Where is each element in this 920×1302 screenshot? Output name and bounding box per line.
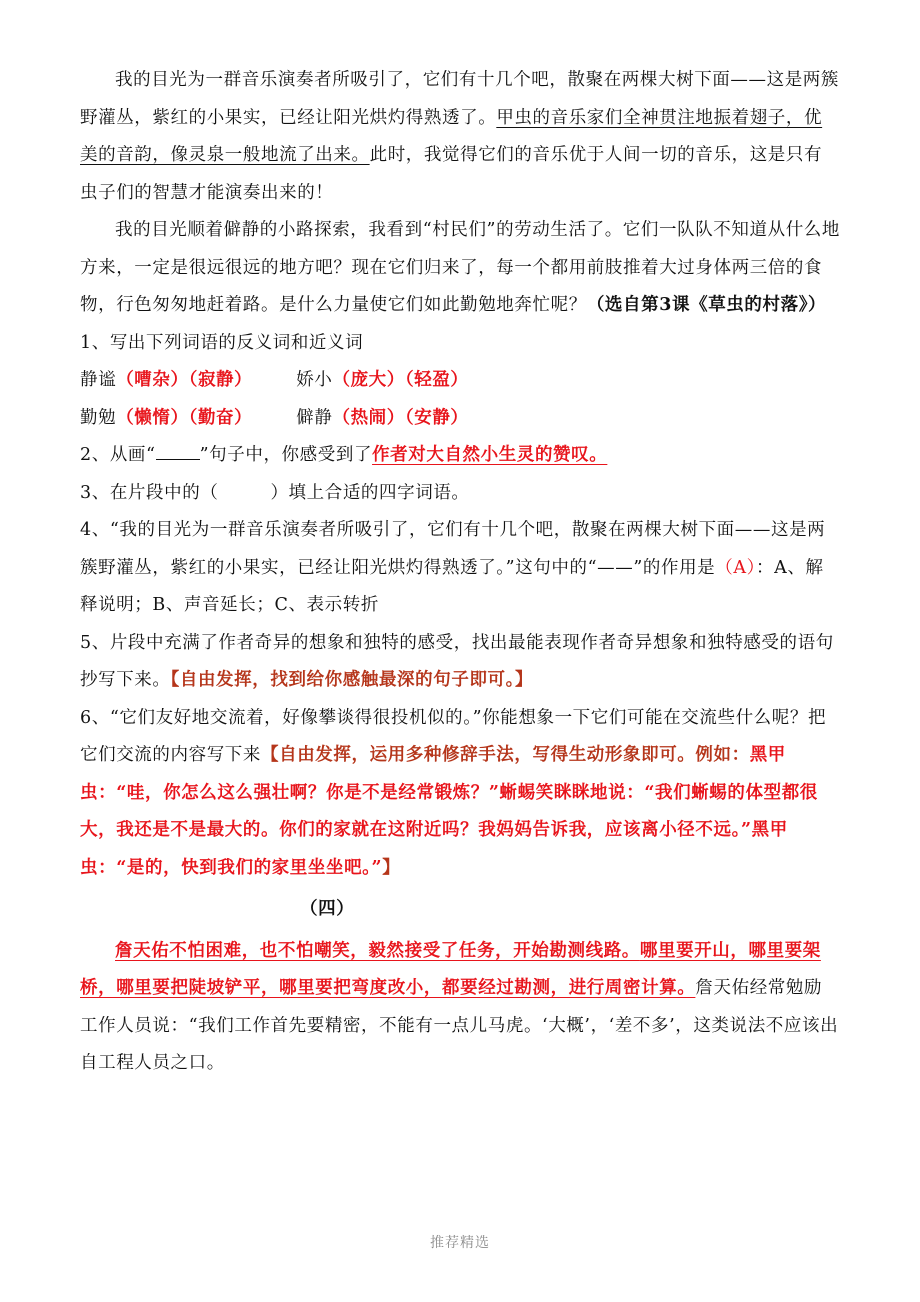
- question-5: 5、片段中充满了作者奇异的想象和独特的感受，找出最能表现作者奇异想象和独特感受的语句抄写下来。【自由发挥，找到给你感触最深的句子即可。】: [80, 632, 834, 690]
- question-1-row-2: 勤勉（懒惰）（勤奋） 僻静（热闹）（安静）: [80, 407, 469, 428]
- underlined-sentence: 詹天佑不怕困难，也不怕嘲笑，毅然接受了任务，开始勘测线路。: [115, 940, 640, 961]
- answer: （嘈杂）（寂静）: [116, 370, 253, 390]
- answer-blank: [156, 439, 200, 460]
- page-footer: 推荐精选: [430, 1235, 490, 1251]
- answer: （A）: [715, 557, 756, 578]
- source-note: （选自第3课《草虫的村落》）: [586, 295, 827, 315]
- answer: （庞大）（轻盈）: [332, 370, 469, 390]
- question-3: 3、在片段中的（ ）填上合适的四字词语。: [80, 482, 470, 503]
- answer-example: 黑甲虫：“哇，你怎么这么强壮啊？你是不是经常锻炼？”蜥蜴笑眯眯地说：“我们蜥蜴的体型都很大，我还是不是最大的。你们的家就在这附近吗？我妈妈告诉我，应该离小径不远。”黑甲虫：“是的，快到我们的家里坐坐吧。”: [80, 745, 818, 878]
- question-2: 2、从画“ ”句子中，你感受到了作者对大自然小生灵的赞叹。: [80, 437, 840, 475]
- question-1-row-1: 静谧（嘈杂）（寂静） 娇小（庞大）（轻盈）: [80, 370, 469, 390]
- answer: 作者对大自然小生灵的赞叹。: [372, 445, 608, 465]
- question-6: 6、“它们友好地交流着，好像攀谈得很投机似的。”你能想象一下它们可能在交流些什么呢？把它们交流的内容写下来【自由发挥，运用多种修辞手法，写得生动形象即可。例如：黑甲虫：“哇，你怎么这么强壮啊？你是不是经常锻炼？”蜥蜴笑眯眯地说：“我们蜥蜴的体型都很大，我还是不是最大的。你们的家就在这附近吗？我妈妈告诉我，应该离小径不远。”黑甲虫：“是的，快到我们的家里坐坐吧。”】: [80, 707, 827, 878]
- answer: （懒惰）（勤奋）: [116, 407, 253, 428]
- answer: 【自由发挥，运用多种修辞手法，写得生动形象即可。例如：: [261, 745, 750, 765]
- section-4-paragraph: 詹天佑不怕困难，也不怕嘲笑，毅然接受了任务，开始勘测线路。哪里要开山，哪里要架桥，哪里要把陡坡铲平，哪里要把弯度改小，都要经过勘测，进行周密计算。詹天佑经常勉励工作人员说：“我们工作首先要精密，不能有一点儿马虎。‘大概’，‘差不多’，这类说法不应该出自工程人员之口。: [80, 940, 839, 1073]
- section-heading: （四）: [300, 899, 355, 919]
- question-1: 1、写出下列词语的反义词和近义词: [80, 332, 364, 353]
- passage-paragraph-1: 我的目光为一群音乐演奏者所吸引了，它们有十几个吧，散聚在两棵大树下面——这是两簇野灌丛，紫红的小果实，已经让阳光烘灼得熟透了。甲虫的音乐家们全神贯注地振着翅子，优美的音韵，像灵泉一般地流了出来。此时，我觉得它们的音乐优于人间一切的音乐，这是只有虫子们的智慧才能演奏出来的！: [80, 70, 839, 203]
- underlined-sentence: 甲虫的音乐家们全神贯注地振着翅子，优美的音韵，像灵泉一般地流了出来。: [80, 107, 823, 165]
- question-4: 4、“我的目光为一群音乐演奏者所吸引了，它们有十几个吧，散聚在两棵大树下面——这是两簇野灌丛，紫红的小果实，已经让阳光烘灼得熟透了。”这句中的“——”的作用是（A）：A、解释说明；B、声音延长；C、表示转折: [80, 520, 826, 615]
- answer: （热闹）（安静）: [332, 407, 469, 428]
- passage-paragraph-2: 我的目光顺着僻静的小路探索，我看到“村民们”的劳动生活了。它们一队队不知道从什么地方来，一定是很远很远的地方吧？现在它们归来了，每一个都用前肢推着大过身体两三倍的食物，行色匆匆地赶着路。是什么力量使它们如此勤勉地奔忙呢？（选自第3课《草虫的村落》）: [80, 220, 840, 315]
- document-page: [80, 62, 840, 1083]
- underlined-sentence: 哪里要开山，哪里要架桥，哪里要把陡坡铲平，哪里要把弯度改小，都要经过勘测，进行周密计算。: [80, 940, 821, 998]
- answer: 【自由发挥，找到给你感触最深的句子即可。】: [170, 670, 534, 690]
